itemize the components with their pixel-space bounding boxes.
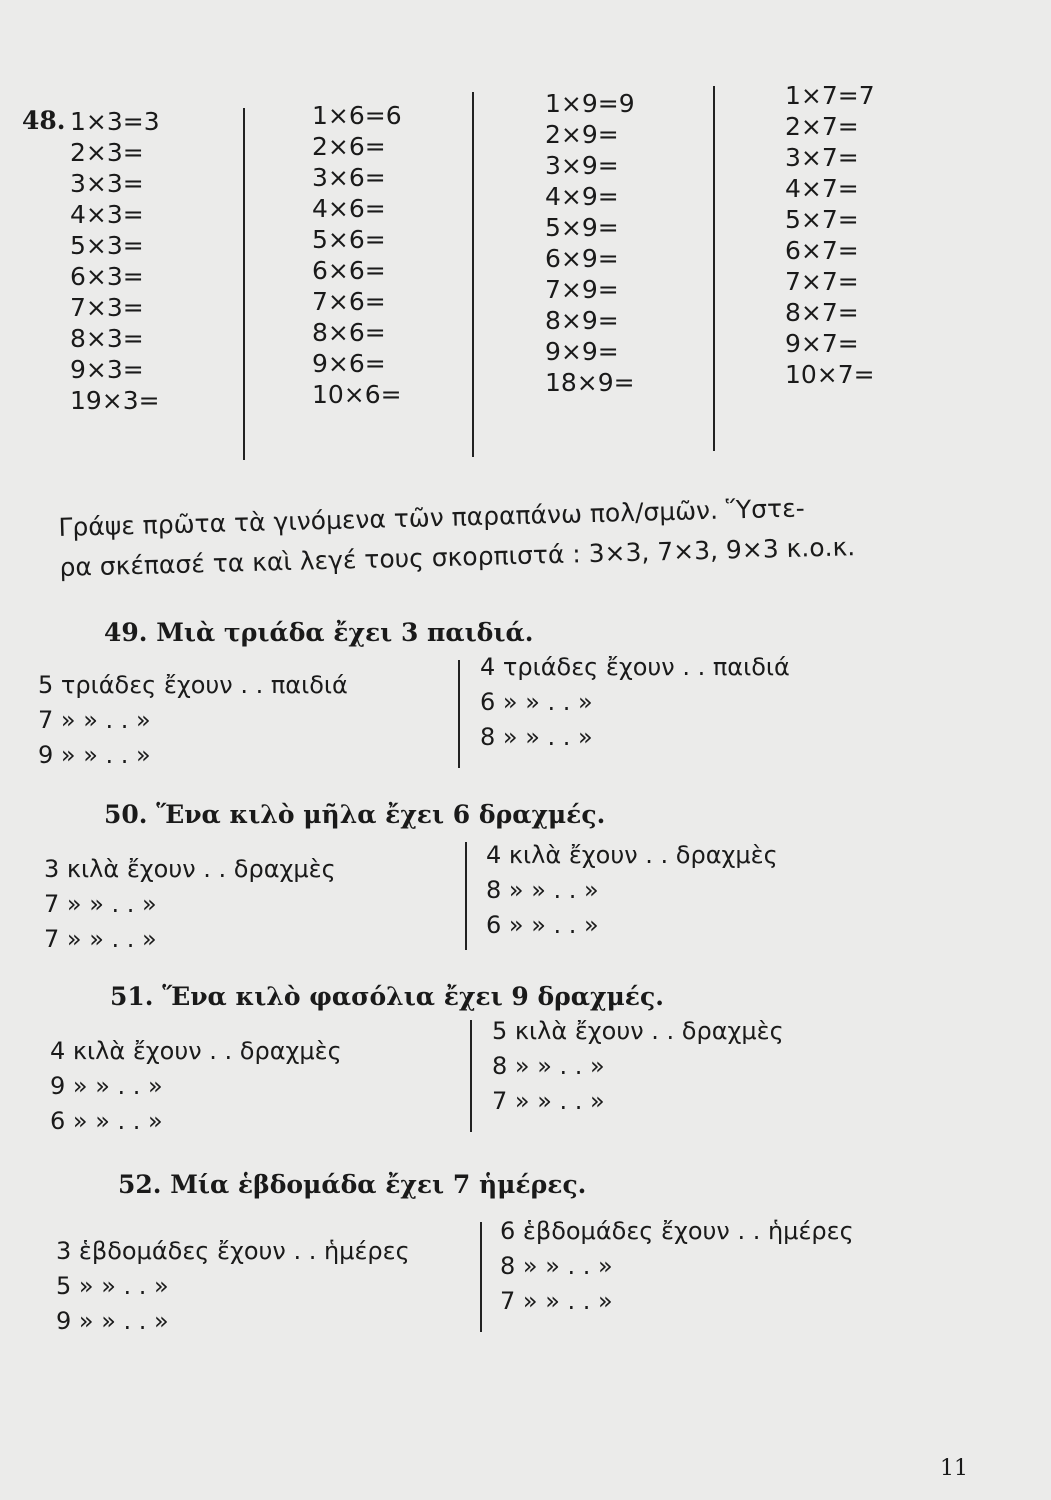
column-divider [458, 660, 460, 768]
problem-row: 5 » » . . » [56, 1272, 169, 1300]
exercise-48-instructions [58, 485, 940, 588]
table-row: 9×3= [70, 355, 144, 384]
table-row: 5×3= [70, 231, 144, 260]
problem-row: 5 κιλὰ ἔχουν . . δραχμὲς [492, 1017, 784, 1045]
table-row: 8×9= [545, 306, 619, 335]
problem-row: 7 » » . . » [44, 925, 157, 953]
column-divider [480, 1222, 482, 1332]
problem-50-right [486, 838, 778, 943]
problem-row: 8 » » . . » [492, 1052, 605, 1080]
problem-row: 9 » » . . » [50, 1072, 163, 1100]
problem-49-heading: 49. Μιὰ τριάδα ἔχει 3 παιδιά. [104, 618, 534, 647]
table-row: 3×9= [545, 151, 619, 180]
problem-51-heading: 51. Ἕνα κιλὸ φασόλια ἔχει 9 δραχμές. [110, 982, 664, 1011]
problem-row: 9 » » . . » [56, 1307, 169, 1335]
problem-row: 8 » » . . » [480, 723, 593, 751]
table-row: 1×3=3 [70, 107, 160, 136]
column-divider [470, 1020, 472, 1132]
problem-row: 7 » » . . » [38, 706, 151, 734]
table-row: 10×7= [785, 360, 875, 389]
problem-row: 7 » » . . » [500, 1287, 613, 1315]
problem-row: 4 κιλὰ ἔχουν . . δραχμὲς [486, 841, 778, 869]
problem-row: 7 » » . . » [44, 890, 157, 918]
table-row: 3×3= [70, 169, 144, 198]
table-row: 5×6= [312, 225, 386, 254]
table-row: 5×9= [545, 213, 619, 242]
problem-row: 6 » » . . » [50, 1107, 163, 1135]
problem-52-left [56, 1234, 410, 1339]
table-row: 1×9=9 [545, 89, 635, 118]
problem-52-heading: 52. Μία ἑβδομάδα ἔχει 7 ἡμέρες. [118, 1170, 587, 1199]
table-row: 2×6= [312, 132, 386, 161]
problem-50-heading: 50. Ἕνα κιλὸ μῆλα ἔχει 6 δραχμές. [104, 800, 606, 829]
problem-row: 6 » » . . » [486, 911, 599, 939]
table-row: 2×9= [545, 120, 619, 149]
table-row: 3×6= [312, 163, 386, 192]
table-row: 3×7= [785, 143, 859, 172]
problem-row: 6 ἑβδομάδες ἔχουν . . ἡμέρες [500, 1217, 854, 1245]
table-row: 2×3= [70, 138, 144, 167]
table-row: 1×6=6 [312, 101, 402, 130]
table-row: 8×7= [785, 298, 859, 327]
table-row: 7×9= [545, 275, 619, 304]
problem-row: 4 κιλὰ ἔχουν . . δραχμὲς [50, 1037, 342, 1065]
instruction-line: ρα σκέπασέ τα καὶ λεγέ τους σκορπιστά : 3×3, 7×3, 9×3 κ.ο.κ. [59, 532, 856, 582]
table-row: 4×3= [70, 200, 144, 229]
exercise-48-number: 48. [22, 106, 66, 135]
times-table-6 [312, 100, 402, 410]
table-row: 10×6= [312, 380, 402, 409]
table-row: 7×3= [70, 293, 144, 322]
problem-row: 8 » » . . » [486, 876, 599, 904]
instruction-line: Γράψε πρῶτα τὰ γινόμενα τῶν παραπάνω πολ/σμῶν. Ὕστε- [58, 493, 806, 542]
table-row: 6×6= [312, 256, 386, 285]
table-row: 6×7= [785, 236, 859, 265]
problem-52-right [500, 1214, 854, 1319]
table-row: 4×6= [312, 194, 386, 223]
column-divider [465, 842, 467, 950]
problem-row: 8 » » . . » [500, 1252, 613, 1280]
table-row: 9×6= [312, 349, 386, 378]
problem-49-left [38, 668, 348, 773]
problem-row: 5 τριάδες ἔχουν . . παιδιά [38, 671, 348, 699]
table-row: 9×9= [545, 337, 619, 366]
problem-row: 3 κιλὰ ἔχουν . . δραχμὲς [44, 855, 336, 883]
times-table-3 [70, 106, 160, 416]
column-divider [472, 92, 474, 457]
table-row: 5×7= [785, 205, 859, 234]
times-table-7 [785, 80, 875, 390]
problem-row: 4 τριάδες ἔχουν . . παιδιά [480, 653, 790, 681]
page-number: 11 [940, 1456, 968, 1481]
table-row: 7×7= [785, 267, 859, 296]
table-row: 6×3= [70, 262, 144, 291]
problem-row: 3 ἑβδομάδες ἔχουν . . ἡμέρες [56, 1237, 410, 1265]
table-row: 6×9= [545, 244, 619, 273]
table-row: 4×7= [785, 174, 859, 203]
table-row: 2×7= [785, 112, 859, 141]
table-row: 9×7= [785, 329, 859, 358]
column-divider [713, 86, 715, 451]
table-row: 19×3= [70, 386, 160, 415]
problem-row: 6 » » . . » [480, 688, 593, 716]
table-row: 7×6= [312, 287, 386, 316]
table-row: 8×6= [312, 318, 386, 347]
problem-51-right [492, 1014, 784, 1119]
table-row: 18×9= [545, 368, 635, 397]
problem-row: 9 » » . . » [38, 741, 151, 769]
problem-row: 7 » » . . » [492, 1087, 605, 1115]
column-divider [243, 108, 245, 460]
table-row: 1×7=7 [785, 81, 875, 110]
table-row: 8×3= [70, 324, 144, 353]
table-row: 4×9= [545, 182, 619, 211]
problem-51-left [50, 1034, 342, 1139]
times-table-9 [545, 88, 635, 398]
problem-50-left [44, 852, 336, 957]
problem-49-right [480, 650, 790, 755]
